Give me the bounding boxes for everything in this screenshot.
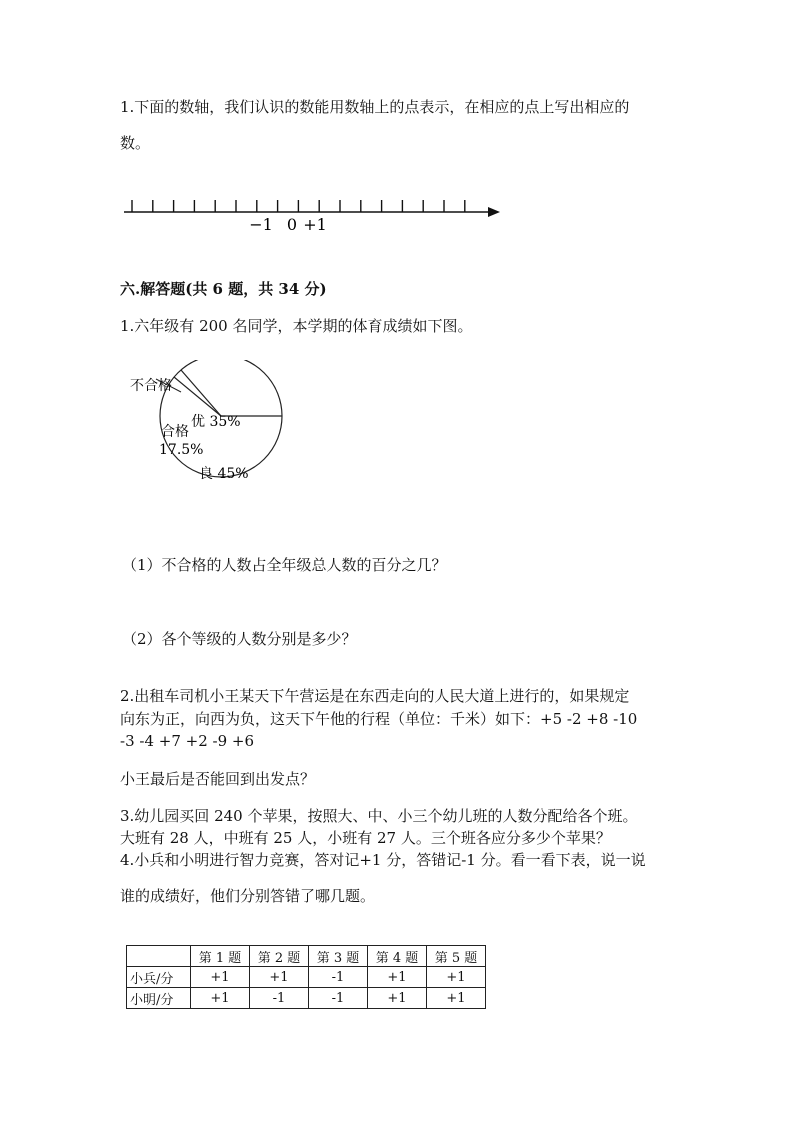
table-cell: +1 <box>368 967 427 988</box>
pie-label-you: 优 35% <box>191 414 241 430</box>
q2-line2: 向东为正，向西为负，这天下午他的行程（单位：千米）如下：+5 -2 +8 -10 <box>120 710 638 728</box>
q3-line2: 大班有 28 人，中班有 25 人，小班有 27 人。三个班各应分多少个苹果？ <box>120 829 611 847</box>
q2-line1: 2.出租车司机小王某天下午营运是在东西走向的人民大道上进行的，如果规定 <box>120 687 630 705</box>
table-header-row <box>127 946 486 967</box>
q1-sub2: （2）各个等级的人数分别是多少？ <box>122 630 357 648</box>
pie-label-hege-percent: 17.5% <box>159 442 204 458</box>
q1-sub1: （1）不合格的人数占全年级总人数的百分之几？ <box>122 556 447 574</box>
q1-text: 1.六年级有 200 名同学，本学期的体育成绩如下图。 <box>120 317 473 335</box>
pie-divider-left <box>174 377 221 416</box>
table-cell: +1 <box>368 988 427 1009</box>
numberline-question-line2: 数。 <box>120 134 151 152</box>
table-cell: 小兵/分 <box>127 967 191 988</box>
numberline-question-line1: 1.下面的数轴，我们认识的数能用数轴上的点表示，在相应的点上写出相应的 <box>120 98 630 116</box>
table-header-cell: 第 4 题 <box>368 946 427 967</box>
q2-line3: -3 -4 +7 +2 -9 +6 <box>120 732 255 750</box>
table-header-cell: 第 5 题 <box>427 946 486 967</box>
table-row <box>127 967 486 988</box>
grade-pie-chart <box>120 360 300 520</box>
table-header-cell: 第 2 题 <box>250 946 309 967</box>
pie-label-liang: 良 45% <box>199 466 249 482</box>
number-line-arrow <box>488 207 500 217</box>
table-header-cell: 第 3 题 <box>309 946 368 967</box>
table-row <box>127 988 486 1009</box>
table-cell: +1 <box>250 967 309 988</box>
table-cell: -1 <box>309 967 368 988</box>
table-cell: -1 <box>250 988 309 1009</box>
q3-line1: 3.幼儿园买回 240 个苹果，按照大、中、小三个幼儿班的人数分配给各个班。 <box>120 807 638 825</box>
pie-label-buhege: 不合格 <box>130 378 172 394</box>
q2-question: 小王最后是否能回到出发点？ <box>120 770 316 788</box>
score-table <box>126 945 486 1009</box>
number-line <box>118 196 508 236</box>
pie-label-hege: 合格 <box>161 424 189 440</box>
table-cell: +1 <box>191 967 250 988</box>
section-heading: 六.解答题(共 6 题，共 34 分) <box>120 280 327 298</box>
number-line-label-plus-one: +1 <box>303 215 327 234</box>
q4-line1: 4.小兵和小明进行智力竞赛，答对记+1 分，答错记-1 分。看一看下表，说一说 <box>120 851 646 869</box>
table-header-cell <box>127 946 191 967</box>
number-line-label-minus-one: −1 <box>249 215 273 234</box>
q4-line2: 谁的成绩好，他们分别答错了哪几题。 <box>120 887 376 905</box>
table-cell: 小明/分 <box>127 988 191 1009</box>
table-header-cell: 第 1 题 <box>191 946 250 967</box>
table-cell: +1 <box>191 988 250 1009</box>
number-line-label-zero: 0 <box>286 215 298 234</box>
table-cell: -1 <box>309 988 368 1009</box>
number-line-ticks <box>132 200 465 212</box>
pie-divider-upper <box>181 370 221 416</box>
table-cell: +1 <box>427 967 486 988</box>
table-cell: +1 <box>427 988 486 1009</box>
